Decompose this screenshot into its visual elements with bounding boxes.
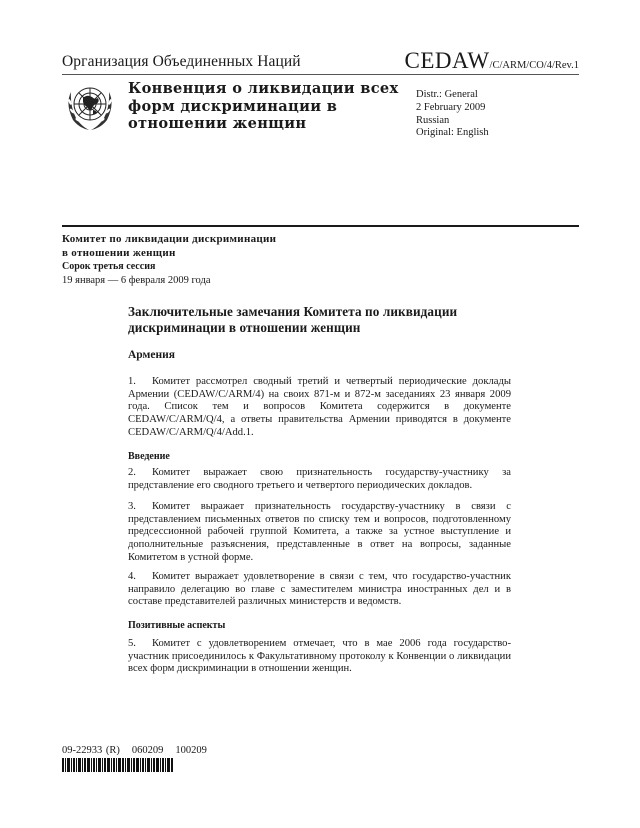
committee-block xyxy=(62,233,276,287)
section-divider xyxy=(62,225,579,227)
paragraph-3: 3. Комитет выражает признательность государству-участнику в связи с представлением письменных ответов по списку тем и вопросов, подготовленному предсессионной рабочей группой Комитета, а также за устное выступление и дополнительные разъяснения, представленные в ответ на вопросы, заданные Комитетом в устной форме. xyxy=(128,501,511,563)
distr-label: Distr.: General xyxy=(416,89,478,100)
organization-name: Организация Объединенных Наций xyxy=(62,53,301,70)
document-symbol xyxy=(405,48,579,74)
document-job-number xyxy=(62,745,219,756)
language: Russian xyxy=(416,114,450,126)
committee-name-line1: Комитет по ликвидации дискриминации xyxy=(62,233,277,245)
date-code-1: 060209 xyxy=(131,745,164,756)
country-heading: Армения xyxy=(128,349,175,361)
distribution-date: 2 February 2009 xyxy=(416,101,486,113)
date-code-2: 100209 xyxy=(175,745,207,756)
session: Сорок третья сессия xyxy=(62,261,156,272)
session-dates: 19 января — 6 февраля 2009 года xyxy=(62,274,211,286)
paragraph-2: 2. Комитет выражает свою признательность государству-участнику за представление его сводного третьего и четвертого периодических докладов. xyxy=(128,467,511,491)
header-divider xyxy=(62,74,579,75)
convention-title: Конвенция о ликвидации всех форм дискриминации в отношении женщин xyxy=(128,80,399,132)
paragraph-5: 5. Комитет с удовлетворением отмечает, что в мае 2006 года государство-участник присоединилось к Факультативному протоколу к Конвенции о ликвидации всех форм дискриминации в отношении женщин. xyxy=(128,638,511,675)
committee-name-line2: в отношении женщин xyxy=(62,246,176,259)
distribution-info xyxy=(416,89,489,140)
barcode-icon xyxy=(62,758,173,772)
paragraph-1: 1. Комитет рассмотрел сводный третий и четвертый периодические доклады Армении (CEDAW/C/ARM/4) на своих 871-м и 872-м заседаниях 23 января 2009 года. Список тем и вопросов Комитета содержится в документе CEDAW/C/ARM/Q/4, а ответы правительства Армении приводятся в документе CEDAW/C/ARM/Q/4/Add.1. xyxy=(128,376,511,438)
section-heading-introduction: Введение xyxy=(128,451,170,462)
doc-number: 09-22933 (R) xyxy=(62,745,120,756)
symbol-main: CEDAW xyxy=(404,48,490,73)
paragraph-4: 4. Комитет выражает удовлетворение в связи с тем, что государство-участник направило делегацию во главе с заместителем министра иностранных дел и в составе представителей различных министерств и ведомств. xyxy=(128,571,511,608)
section-heading-positive-aspects: Позитивные аспекты xyxy=(128,620,226,631)
un-emblem-icon xyxy=(63,80,117,132)
original-language: Original: English xyxy=(416,127,489,139)
report-title: Заключительные замечания Комитета по ликвидации дискриминации в отношении женщин xyxy=(128,304,458,335)
symbol-suffix: /C/ARM/CO/4/Rev.1 xyxy=(489,60,579,71)
